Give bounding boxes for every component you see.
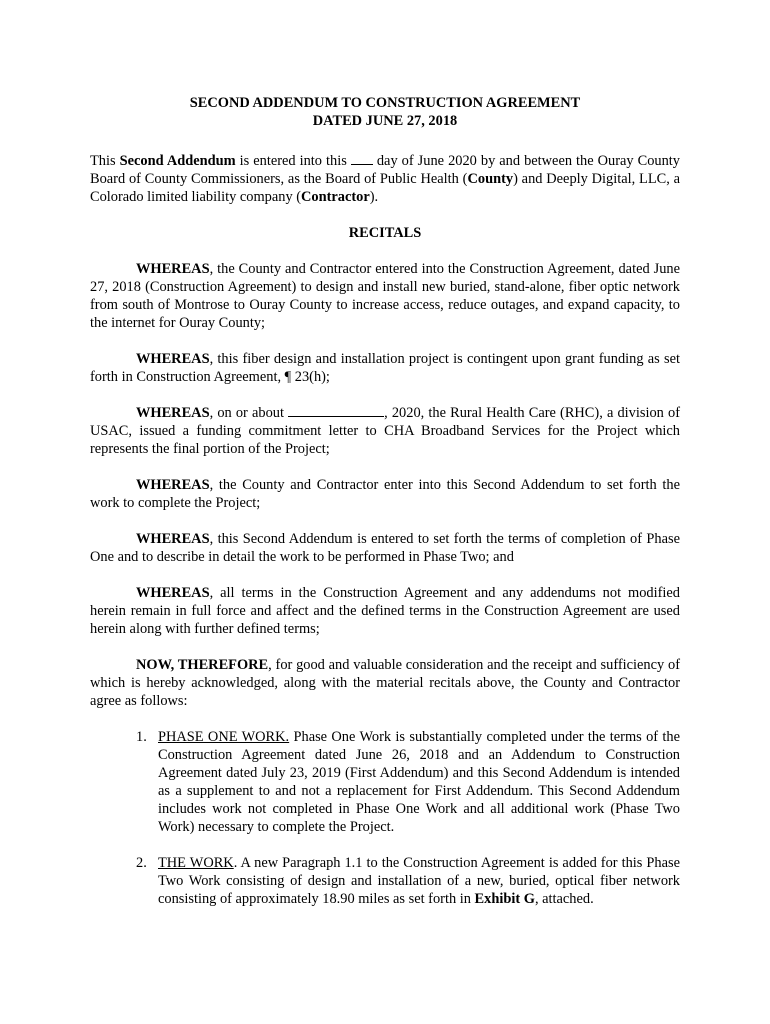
recital-paragraph: WHEREAS, all terms in the Construction Agreement and any addendums not modified herein remain in full force and affect and the defined terms in the Construction Agreement are used herein along with further defined terms; <box>90 585 680 637</box>
phase-one-heading: PHASE ONE WORK. <box>158 729 290 745</box>
document-body <box>90 94 680 908</box>
list-item-the-work: 2. THE WORK. A new Paragraph 1.1 to the Construction Agreement is added for this Phase Two Work consisting of design and installation of a new, buried, optical fiber network consisting of approximately 18.90 miles as set forth in Exhibit G, attached. <box>136 855 680 907</box>
document-title-line-2: DATED JUNE 27, 2018 <box>312 113 458 129</box>
date-blank <box>288 404 384 417</box>
recital-paragraph: WHEREAS, this Second Addendum is entered to set forth the terms of completion of Phase One and to describe in detail the work to be performed in Phase Two; and <box>90 531 680 565</box>
recital-paragraph: WHEREAS, the County and Contractor entered into the Construction Agreement, dated June 27, 2018 (Construction Agreement) to design and install new buried, stand-alone, fiber optic network from south of Montrose to Ouray County to increase access, reduce outages, and expand capacity, to the internet for Ouray County; <box>90 261 680 331</box>
the-work-heading: THE WORK <box>158 855 234 871</box>
numbered-list <box>90 728 680 908</box>
now-therefore-paragraph: NOW, THEREFORE, for good and valuable consideration and the receipt and sufficiency of which is hereby acknowledged, along with the material recitals above, the County and Contractor agree as follows: <box>90 657 680 709</box>
recital-paragraph: WHEREAS, this fiber design and installation project is contingent upon grant funding as set forth in Construction Agreement, ¶ 23(h); <box>90 351 680 385</box>
document-title-line-1: SECOND ADDENDUM TO CONSTRUCTION AGREEMENT <box>189 95 581 111</box>
recital-paragraph: WHEREAS, on or about , 2020, the Rural Health Care (RHC), a division of USAC, issued a funding commitment letter to CHA Broadband Services for the Project which represents the final portion of the Project; <box>90 405 680 457</box>
list-item-phase-one: 1. PHASE ONE WORK. Phase One Work is substantially completed under the terms of the Construction Agreement dated June 26, 2018 and an Addendum to Construction Agreement dated July 23, 2019 (First Addendum) and this Second Addendum is intended as a supplement to and not a replacement for First Addendum. This Second Addendum includes work not completed in Phase One Work and all additional work (Phase Two Work) necessary to complete the Project. <box>136 729 680 835</box>
intro-paragraph: This Second Addendum is entered into this day of June 2020 by and between the Ouray County Board of County Commissioners, as the Board of Public Health (County) and Deeply Digital, LLC, a Colorado limited liability company (Contractor). <box>90 153 681 205</box>
recitals-heading: RECITALS <box>348 225 422 241</box>
day-blank <box>351 152 373 165</box>
recital-paragraph: WHEREAS, the County and Contractor enter into this Second Addendum to set forth the work to complete the Project; <box>90 477 680 511</box>
